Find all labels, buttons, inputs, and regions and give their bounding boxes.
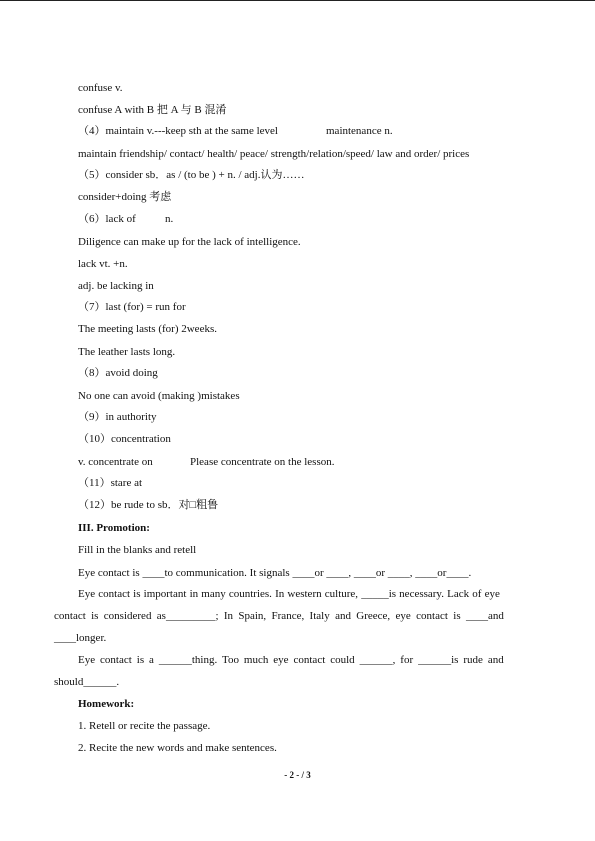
text-line: （10）concentration bbox=[78, 433, 171, 445]
text-line: The meeting lasts (for) 2weeks. bbox=[78, 323, 217, 335]
text-line: （11）stare at bbox=[78, 477, 143, 489]
paragraph-line: Eye contact is important in many countries. In western culture, _____is necessary. Lack of eye bbox=[78, 588, 500, 600]
text-line: adj. be lacking in bbox=[78, 280, 154, 292]
homework-item: 1. Retell or recite the passage. bbox=[78, 720, 211, 732]
text-line: confuse v. bbox=[78, 82, 123, 94]
text-line: No one can avoid (making )mistakes bbox=[78, 390, 240, 402]
text-line: （9）in authority bbox=[78, 411, 157, 423]
page-number: - 2 - / 3 bbox=[284, 770, 311, 780]
paragraph-line: should______. bbox=[54, 676, 120, 688]
homework-item: 2. Recite the new words and make sentences. bbox=[78, 742, 277, 754]
instruction-text: Fill in the blanks and retell bbox=[78, 544, 197, 556]
text-line: （5）consider sb．as / (to be ) + n. / adj.认为…… bbox=[78, 169, 305, 181]
text-line: maintain friendship/ contact/ health/ peace/ strength/relation/speed/ law and order/ prices bbox=[78, 148, 470, 160]
text-line: （12）be rude to sb．对□粗鲁 bbox=[78, 499, 219, 511]
text-line: （7）last (for) = run for bbox=[78, 301, 186, 313]
paragraph-line: contact is considered as_________; In Spain, France, Italy and Greece, eye contact is ____and bbox=[54, 610, 504, 622]
text-line: （6）lack of bbox=[78, 213, 136, 225]
paragraph-line: ____longer. bbox=[54, 632, 107, 644]
text-line: maintenance n. bbox=[326, 125, 393, 137]
text-line: Please concentrate on the lesson. bbox=[190, 456, 335, 468]
text-line: Diligence can make up for the lack of intelligence. bbox=[78, 236, 301, 248]
text-line: confuse A with B 把 A 与 B 混淆 bbox=[78, 104, 227, 116]
text-line: n. bbox=[165, 213, 174, 225]
text-line: v. concentrate on bbox=[78, 456, 153, 468]
text-line: The leather lasts long. bbox=[78, 346, 176, 358]
text-line: （4）maintain v.---keep sth at the same level bbox=[78, 125, 278, 137]
text-line: （8）avoid doing bbox=[78, 367, 158, 379]
paragraph-line: Eye contact is ____to communication. It signals ____or ____, ____or ____, ____or____. bbox=[78, 567, 472, 579]
section-title: III. Promotion: bbox=[78, 522, 150, 534]
text-line: lack vt. +n. bbox=[78, 258, 128, 270]
paragraph-line: Eye contact is a ______thing. Too much eye contact could ______, for ______is rude and bbox=[78, 654, 504, 666]
homework-title: Homework: bbox=[78, 698, 135, 710]
text-line: consider+doing 考虑 bbox=[78, 191, 172, 203]
